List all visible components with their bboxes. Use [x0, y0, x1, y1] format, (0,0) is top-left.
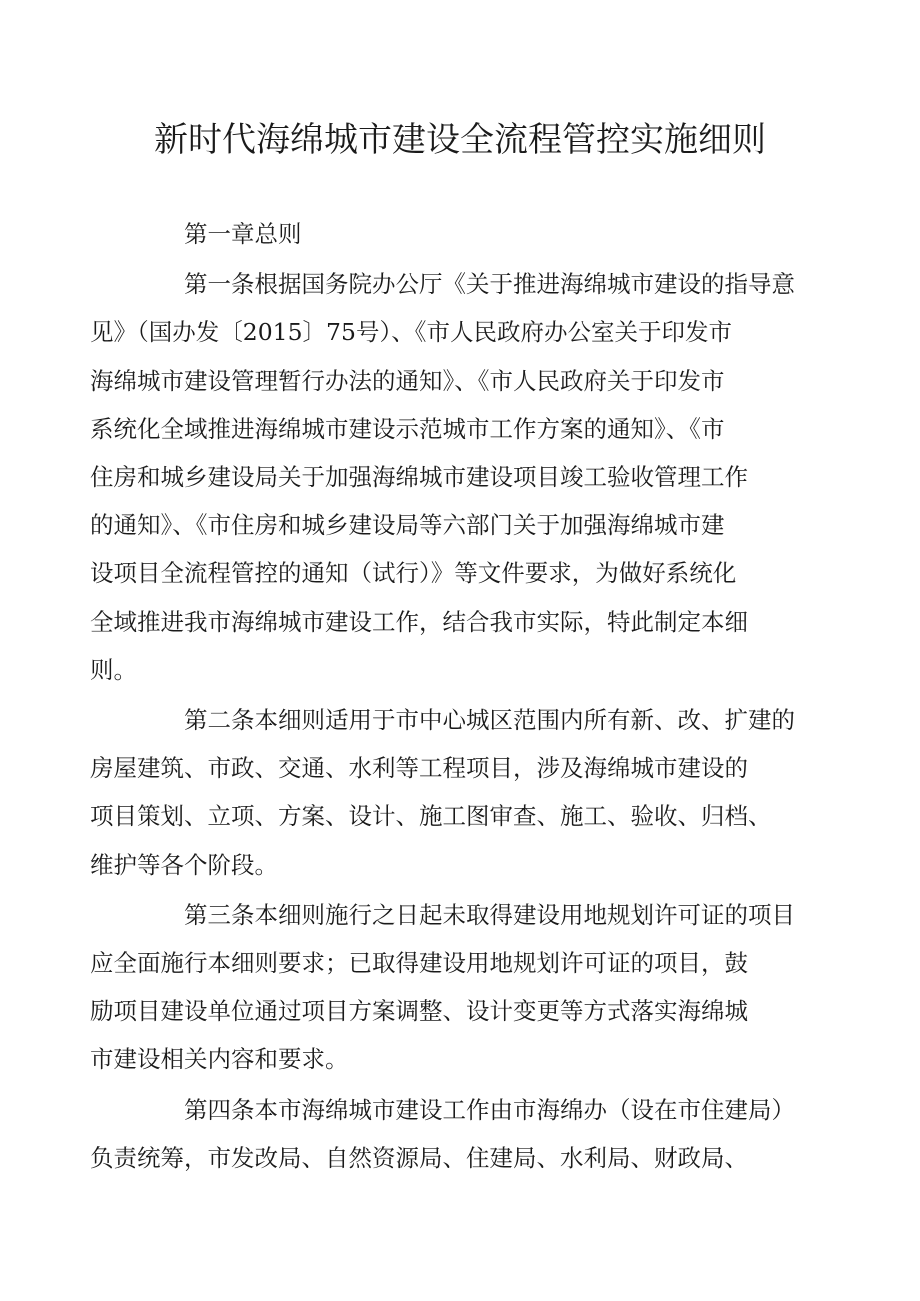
article-1-line: 系统化全域推进海绵城市建设示范城市工作方案的通知》、《市 — [90, 414, 725, 443]
article-1-line: 则。 — [90, 655, 137, 684]
article-1-line: 第一条根据国务院办公厅《关于推进海绵城市建设的指导意 — [184, 270, 795, 299]
article-1-line: 见》（国办发〔2015〕75号）、《市人民政府办公室关于印发市 — [90, 318, 732, 347]
article-1-line: 全域推进我市海绵城市建设工作，结合我市实际，特此制定本细 — [90, 607, 748, 636]
article-3 — [90, 891, 797, 1084]
article-4-line: 负责统筹，市发改局、自然资源局、住建局、水利局、财政局、 — [90, 1143, 748, 1172]
article-4 — [90, 1086, 797, 1182]
article-3-line: 应全面施行本细则要求；已取得建设用地规划许可证的项目，鼓 — [90, 949, 748, 978]
article-4-line: 第四条本市海绵城市建设工作由市海绵办（设在市住建局） — [184, 1095, 795, 1124]
document-body — [90, 210, 797, 1182]
article-1-line: 的通知》、《市住房和城乡建设局等六部门关于加强海绵城市建 — [90, 511, 725, 540]
article-1-line: 设项目全流程管控的通知（试行）》等文件要求，为做好系统化 — [90, 559, 737, 588]
article-1-line: 住房和城乡建设局关于加强海绵城市建设项目竣工验收管理工作 — [90, 463, 748, 492]
document-title: 新时代海绵城市建设全流程管控实施细则 — [154, 120, 766, 160]
article-2-line: 项目策划、立项、方案、设计、施工图审查、施工、验收、归档、 — [90, 802, 772, 831]
article-2-line: 房屋建筑、市政、交通、水利等工程项目，涉及海绵城市建设的 — [90, 754, 748, 783]
article-2-line: 维护等各个阶段。 — [90, 850, 278, 879]
article-1 — [90, 260, 797, 694]
article-3-line: 市建设相关内容和要求。 — [90, 1045, 349, 1074]
article-2 — [90, 696, 797, 889]
article-1-line: 海绵城市建设管理暂行办法的通知》、《市人民政府关于印发市 — [90, 366, 725, 395]
article-2-line: 第二条本细则适用于市中心城区范围内所有新、改、扩建的 — [184, 706, 795, 735]
chapter-heading: 第一章总则 — [184, 220, 302, 248]
article-3-line: 第三条本细则施行之日起未取得建设用地规划许可证的项目 — [184, 900, 795, 929]
article-3-line: 励项目建设单位通过项目方案调整、设计变更等方式落实海绵城 — [90, 997, 748, 1026]
